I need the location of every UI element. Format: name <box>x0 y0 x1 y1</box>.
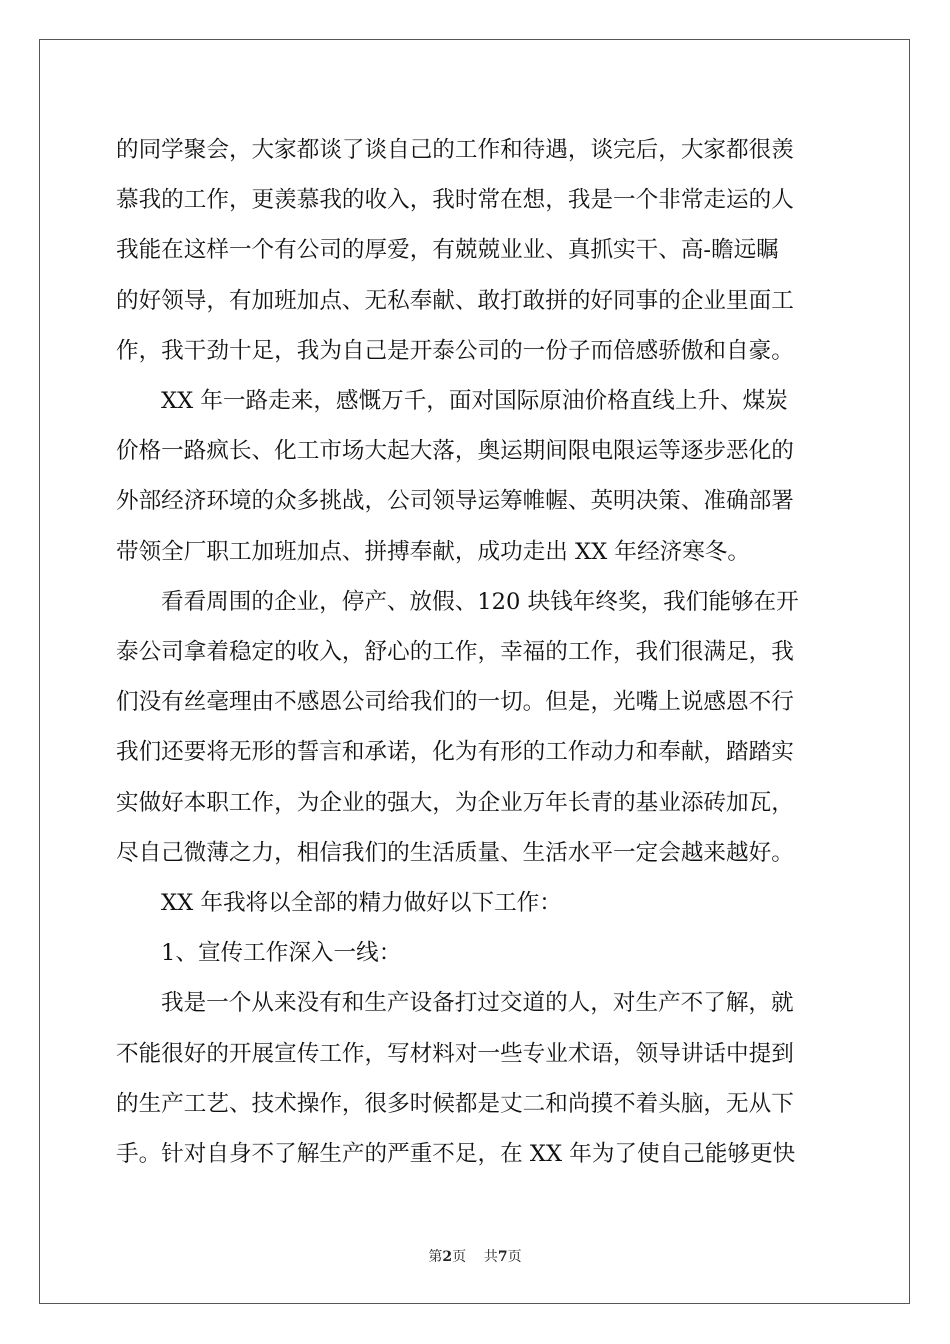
page-suffix: 页 <box>452 1249 467 1265</box>
text-line: 的同学聚会，大家都谈了谈自己的工作和待遇，谈完后，大家都很羡 <box>116 137 794 163</box>
text-line: 外部经济环境的众多挑战，公司领导运筹帷幄、英明决策、准确部署 <box>116 488 794 515</box>
paragraph-2 <box>116 376 834 577</box>
paragraph-1 <box>116 125 834 376</box>
section-heading <box>116 928 834 978</box>
paragraph-3 <box>116 577 834 878</box>
text-line: 看看周围的企业，停产、放假、120 块钱年终奖，我们能够在开 <box>161 588 799 615</box>
text-line: 慕我的工作，更羡慕我的收入，我时常在想，我是一个非常走运的人 <box>116 187 794 214</box>
total-suffix: 页 <box>507 1249 522 1265</box>
text-line: 的生产工艺、技术操作，很多时候都是丈二和尚摸不着头脑，无从下 <box>116 1090 794 1117</box>
text-line: 价格一路疯长、化工市场大起大落，奥运期间限电限运等逐步恶化的 <box>116 438 794 465</box>
text-line: 我们还要将无形的誓言和承诺，化为有形的工作动力和奉献，踏踏实 <box>116 739 794 766</box>
text-line: XX 年一路走来，感慨万千，面对国际原油价格直线上升、煤炭 <box>161 388 788 415</box>
text-line: 1、宣传工作深入一线： <box>161 940 402 967</box>
page-number: 2 <box>442 1249 453 1265</box>
paragraph-4 <box>116 878 834 928</box>
text-line: 们没有丝毫理由不感恩公司给我们的一切。但是，光嘴上说感恩不行 <box>116 689 794 716</box>
text-line: XX 年我将以全部的精力做好以下工作： <box>161 890 562 917</box>
text-line: 作，我干劲十足，我为自己是开泰公司的一份子而倍感骄傲和自豪。 <box>116 337 794 364</box>
total-prefix: 共 <box>483 1249 498 1265</box>
page-footer <box>0 1246 950 1266</box>
text-line: 实做好本职工作，为企业的强大，为企业万年长青的基业添砖加瓦， <box>116 789 794 816</box>
page-prefix: 第 <box>428 1249 443 1265</box>
text-line: 带领全厂职工加班加点、拼搏奉献，成功走出 XX 年经济寒冬。 <box>116 538 750 565</box>
total-pages: 7 <box>497 1249 508 1265</box>
text-line: 我是一个从来没有和生产设备打过交道的人，对生产不了解，就 <box>161 990 794 1017</box>
text-line: 的好领导，有加班加点、无私奉献、敢打敢拼的好同事的企业里面工 <box>116 287 794 314</box>
text-line: 不能很好的开展宣传工作，写材料对一些专业术语，领导讲话中提到 <box>116 1040 794 1067</box>
text-line: 我能在这样一个有公司的厚爱，有兢兢业业、真抓实干、高-瞻远瞩 <box>116 237 779 264</box>
document-body <box>116 125 834 1179</box>
text-line: 尽自己微薄之力，相信我们的生活质量、生活水平一定会越来越好。 <box>116 839 794 866</box>
paragraph-5 <box>116 978 834 1179</box>
text-line: 手。针对自身不了解生产的严重不足，在 XX 年为了使自己能够更快 <box>116 1141 796 1168</box>
text-line: 泰公司拿着稳定的收入，舒心的工作，幸福的工作，我们很满足，我 <box>116 639 794 666</box>
